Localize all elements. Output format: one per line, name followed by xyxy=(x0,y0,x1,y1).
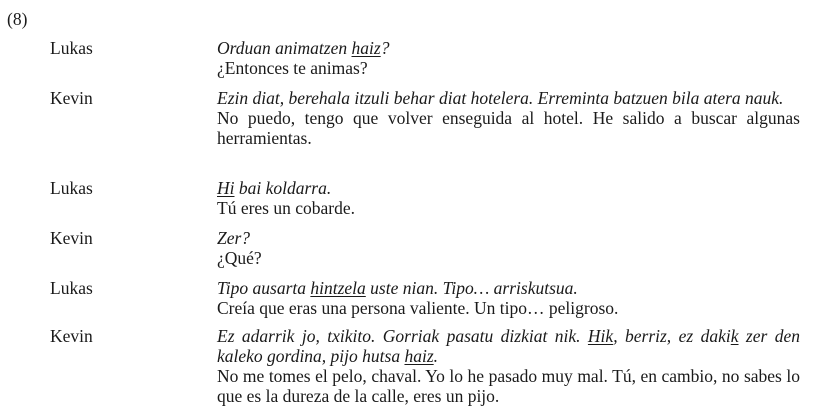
basque-line: Hi bai koldarra. xyxy=(217,178,332,198)
dialogue-turn xyxy=(217,228,800,268)
speaker-name: Lukas xyxy=(50,278,93,298)
basque-line: Zer? xyxy=(217,228,251,248)
spanish-translation: Creía que eras una persona valiente. Un tipo… peligroso. xyxy=(217,298,619,318)
speaker-name: Lukas xyxy=(50,178,93,198)
basque-line: Ezin diat, berehala itzuli behar diat hotelera. Erreminta batzuen bila atera nauk. xyxy=(217,88,784,108)
dialogue-turn xyxy=(217,38,800,78)
speaker-name: Kevin xyxy=(50,88,93,108)
spanish-translation: Tú eres un cobarde. xyxy=(217,198,355,218)
spanish-translation: ¿Entonces te animas? xyxy=(217,58,368,78)
example-number: (8) xyxy=(7,9,28,29)
spanish-translation: No puedo, tengo que volver enseguida al hotel. He salido a buscar algunas herramientas. xyxy=(217,108,800,148)
dialogue-turn xyxy=(217,326,800,406)
spanish-translation: No me tomes el pelo, chaval. Yo lo he pasado muy mal. Tú, en cambio, no sabes lo que es la dureza de la calle, eres un pijo. xyxy=(217,366,800,406)
spanish-translation: ¿Qué? xyxy=(217,248,262,268)
dialogue-turn xyxy=(217,88,800,148)
basque-line: Tipo ausarta hintzela uste nian. Tipo… arriskutsua. xyxy=(217,278,578,298)
dialogue-turn xyxy=(217,178,800,218)
speaker-name: Lukas xyxy=(50,38,93,58)
speaker-name: Kevin xyxy=(50,228,93,248)
speaker-name: Kevin xyxy=(50,326,93,346)
basque-line: Orduan animatzen haiz? xyxy=(217,38,390,58)
dialogue-turn xyxy=(217,278,800,318)
basque-line: Ez adarrik jo, txikito. Gorriak pasatu dizkiat nik. Hik, berriz, ez dakik zer den kaleko gordina, pijo hutsa haiz. xyxy=(217,326,801,366)
